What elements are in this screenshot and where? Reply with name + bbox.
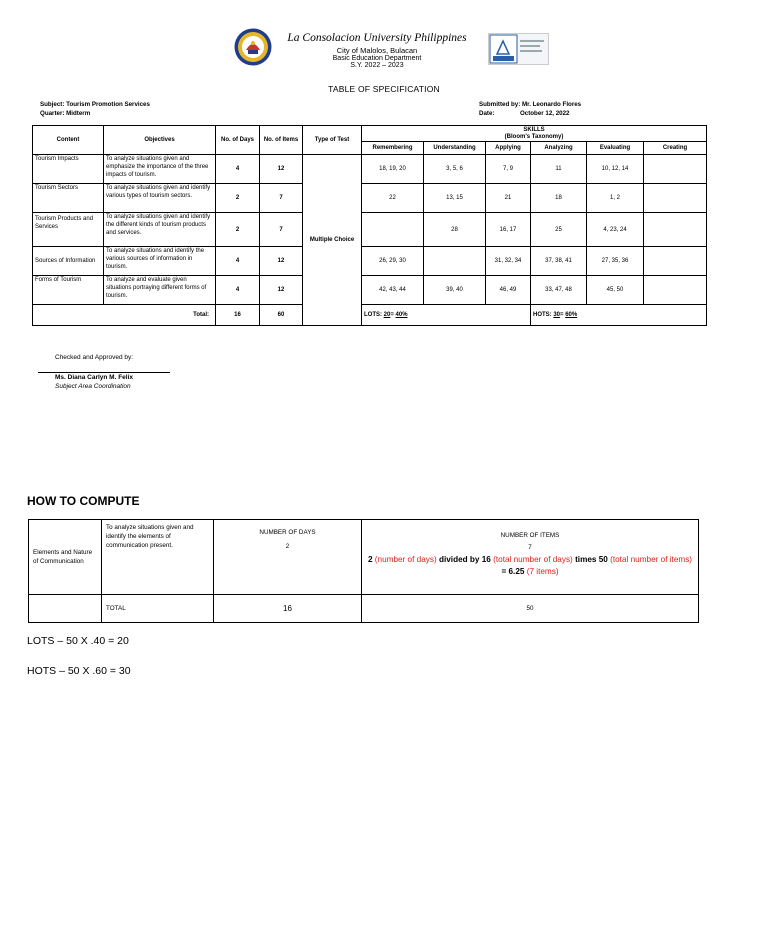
formula-days-note: (number of days): [374, 555, 437, 564]
formula-total-days-note: (total number of days): [493, 555, 573, 564]
hots-label: HOTS:: [533, 312, 552, 318]
lots-summary: LOTS: 20= 40%: [362, 305, 531, 326]
specification-table: [32, 125, 707, 326]
cell-analyzing: 37, 38, 41: [531, 247, 587, 276]
cell-understanding: 28: [424, 213, 486, 247]
cell-evaluating: 4, 23, 24: [587, 213, 644, 247]
type-of-test: Multiple Choice: [303, 155, 362, 326]
header-applying: Applying: [486, 142, 531, 155]
subject-value: Tourism Promotion Services: [66, 101, 150, 108]
table-row: [33, 213, 707, 247]
compute-objective: To analyze situations given and identify the elements of communication present.: [102, 520, 214, 595]
lots-computation: LOTS – 50 X .40 = 20: [27, 635, 129, 647]
formula-days: 2: [367, 555, 373, 564]
cell-creating: [644, 276, 707, 305]
formula-divided: divided by: [438, 555, 480, 564]
cell-applying: 16, 17: [486, 213, 531, 247]
row-content: Tourism Sectors: [33, 184, 104, 213]
quarter-line: [40, 110, 90, 117]
row-days: 4: [216, 155, 260, 184]
row-items: 7: [260, 184, 303, 213]
cell-applying: 46, 49: [486, 276, 531, 305]
row-days: 2: [216, 184, 260, 213]
row-objective: To analyze situations given and emphasize the importance of the three impacts of tourism.: [104, 155, 216, 184]
subject-label: Subject:: [40, 101, 65, 108]
total-items: 60: [260, 305, 303, 326]
table-row: [33, 276, 707, 305]
table-row: [33, 155, 707, 184]
document-title: TABLE OF SPECIFICATION: [328, 84, 440, 94]
school-name: La Consolacion University Philippines: [287, 32, 467, 44]
cell-remembering: 18, 19, 20: [362, 155, 424, 184]
school-city: City of Malolos, Bulacan: [336, 46, 418, 55]
submitted-label: Submitted by:: [479, 101, 521, 108]
row-days: 4: [216, 247, 260, 276]
cell-creating: [644, 155, 707, 184]
lots-value: 20: [383, 312, 391, 318]
total-label: Total:: [33, 305, 216, 326]
how-to-compute-title: HOW TO COMPUTE: [27, 494, 140, 508]
lots-percent: 40%: [395, 312, 408, 318]
items-header: NUMBER OF ITEMS: [500, 532, 560, 539]
row-items: 12: [260, 247, 303, 276]
computation-formula: [366, 554, 694, 578]
subject-line: [40, 101, 150, 108]
items-value: 7: [528, 544, 532, 551]
compute-table: [28, 519, 699, 623]
table-row: [33, 184, 707, 213]
row-items: 7: [260, 213, 303, 247]
cell-remembering: 22: [362, 184, 424, 213]
row-objective: To analyze and evaluate given situations portraying different forms of tourism.: [104, 276, 216, 305]
row-content: Tourism Products and Services: [33, 213, 104, 247]
date-label: Date:: [479, 110, 495, 117]
header-remembering: Remembering: [362, 142, 424, 155]
header-skills: [362, 126, 707, 142]
header-content: Content: [33, 126, 104, 155]
submitted-line: [479, 101, 581, 108]
cell-creating: [644, 247, 707, 276]
cell-analyzing: 11: [531, 155, 587, 184]
formula-times: times: [575, 555, 597, 564]
hots-percent: 60%: [565, 312, 578, 318]
row-objective: To analyze situations given and identify the different kinds of tourism products and services.: [104, 213, 216, 247]
checked-approved-label: Checked and Approved by:: [55, 354, 134, 361]
days-value: 2: [285, 543, 290, 550]
row-content: Forms of Tourism: [33, 276, 104, 305]
header-objectives: Objectives: [104, 126, 216, 155]
skills-label: SKILLS: [523, 126, 545, 133]
school-year: S.Y. 2022 – 2023: [350, 62, 404, 69]
compute-total-items: 50: [362, 595, 699, 623]
table-row: [29, 520, 699, 595]
total-days: 16: [216, 305, 260, 326]
total-row: [33, 305, 707, 326]
row-items: 12: [260, 155, 303, 184]
taxonomy-label: (Bloom's Taxonomy): [504, 133, 564, 140]
row-content: Tourism Impacts: [33, 155, 104, 184]
hots-computation: HOTS – 50 X .60 = 30: [27, 665, 131, 677]
cell-evaluating: 45, 50: [587, 276, 644, 305]
university-seal-icon: [234, 28, 272, 66]
submitted-value: Mr. Leonardo Flores: [521, 101, 582, 108]
date-line: [479, 110, 569, 117]
cell-understanding: 39, 40: [424, 276, 486, 305]
cell-applying: 31, 32, 34: [486, 247, 531, 276]
cell-analyzing: 18: [531, 184, 587, 213]
table-row: [33, 247, 707, 276]
header-analyzing: Analyzing: [531, 142, 587, 155]
header-evaluating: Evaluating: [587, 142, 644, 155]
header-type: Type of Test: [303, 126, 362, 155]
compute-items-cell: [362, 520, 699, 595]
cell-creating: [644, 213, 707, 247]
cell-creating: [644, 184, 707, 213]
signature-line: [38, 372, 170, 373]
cell-analyzing: 25: [531, 213, 587, 247]
row-content: Sources of Information: [33, 247, 104, 276]
cell-understanding: 3, 5, 6: [424, 155, 486, 184]
formula-total-items-note: (total number of items): [610, 555, 693, 564]
header-days: No. of Days: [216, 126, 260, 155]
hots-value: 30: [553, 312, 561, 318]
cell-evaluating: 27, 35, 36: [587, 247, 644, 276]
row-objective: To analyze situations and identify the various sources of information in tourism.: [104, 247, 216, 276]
header-understanding: Understanding: [424, 142, 486, 155]
row-days: 2: [216, 213, 260, 247]
lots-label: LOTS:: [364, 312, 382, 318]
date-value: October 12, 2022: [519, 110, 570, 117]
hots-summary: HOTS: 30= 60%: [531, 305, 707, 326]
cell-applying: 7, 9: [486, 155, 531, 184]
cell-remembering: 42, 43, 44: [362, 276, 424, 305]
quarter-label: Quarter:: [40, 110, 65, 117]
header-items: No. of Items: [260, 126, 303, 155]
signatory-name: Ms. Diana Carlyn M. Felix: [55, 374, 134, 381]
row-objective: To analyze situations given and identify various types of tourism sectors.: [104, 184, 216, 213]
compute-empty-cell: [29, 595, 102, 623]
compute-days-cell: [214, 520, 362, 595]
quarter-value: Midterm: [66, 110, 91, 117]
cell-understanding: [424, 247, 486, 276]
formula-equals: = 6.25: [501, 567, 525, 576]
header-creating: Creating: [644, 142, 707, 155]
formula-total-items: 50: [598, 555, 608, 564]
cell-remembering: 26, 29, 30: [362, 247, 424, 276]
school-department: Basic Education Department: [332, 55, 422, 62]
compute-total-days: 16: [214, 595, 362, 623]
cell-evaluating: 10, 12, 14: [587, 155, 644, 184]
cell-understanding: 13, 15: [424, 184, 486, 213]
row-items: 12: [260, 276, 303, 305]
cell-analyzing: 33, 47, 48: [531, 276, 587, 305]
signatory-role: Subject Area Coordination: [55, 383, 131, 390]
formula-total-days: 16: [481, 555, 491, 564]
cell-remembering: [362, 213, 424, 247]
certification-badge-icon: [488, 33, 549, 65]
compute-total-row: [29, 595, 699, 623]
compute-content: Elements and Nature of Communication: [29, 520, 102, 595]
compute-total-label: TOTAL: [102, 595, 214, 623]
formula-result-note: (7 items): [526, 567, 559, 576]
cell-evaluating: 1, 2: [587, 184, 644, 213]
cell-applying: 21: [486, 184, 531, 213]
days-header: NUMBER OF DAYS: [259, 529, 316, 536]
row-days: 4: [216, 276, 260, 305]
